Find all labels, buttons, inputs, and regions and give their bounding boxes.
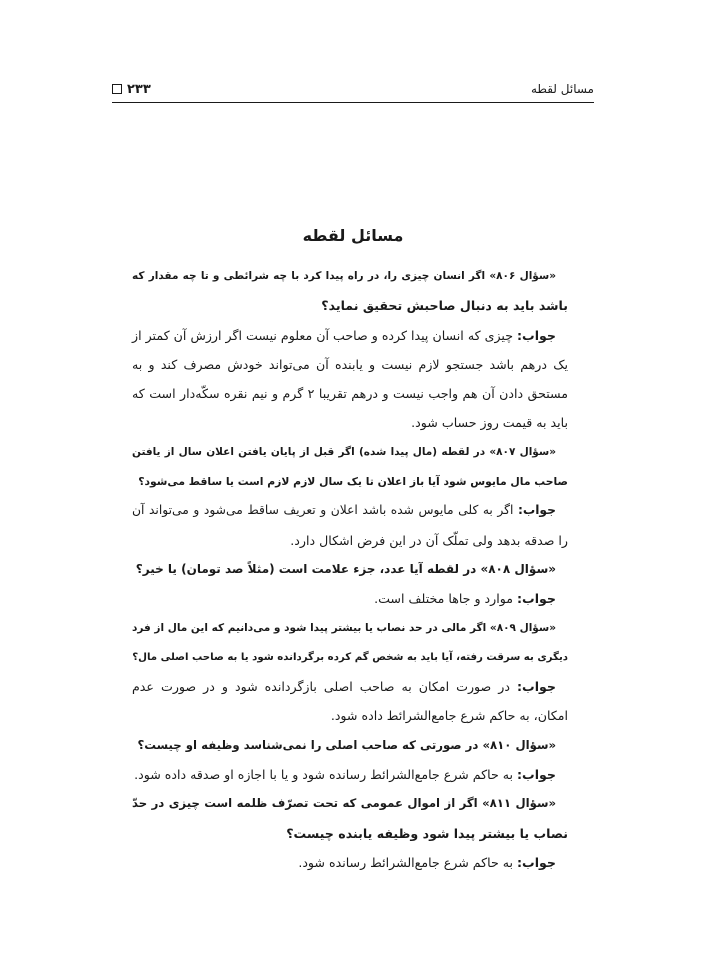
line-text: «سؤال ۸۰۹» اگر مالی در حد نصاب یا بیشتر پیدا شود و می‌دانیم که این مال از فرد bbox=[131, 621, 556, 634]
line-text: در صورت امکان به صاحب اصلی بازگردانده شود و در صورت عدم bbox=[132, 679, 518, 695]
line-text: «سؤال ۸۰۶» اگر انسان چیزی را، در راه پیدا کرد با چه شرائطی و تا چه مقدار که bbox=[132, 270, 556, 282]
question-line bbox=[132, 789, 568, 818]
answer-continuation-line bbox=[132, 350, 568, 379]
header-rule bbox=[112, 102, 594, 103]
line-text: «سؤال ۸۱۰» در صورتی که صاحب اصلی را نمی‌شناسد وظیفه او چیست؟ bbox=[137, 737, 556, 752]
answer-continuation-line bbox=[132, 408, 568, 437]
answer-label: جواب: bbox=[517, 679, 556, 695]
line-text: مستحق دادن آن هم واجب نیست و درهم تقریبا ۲ گرم و نیم نقره سکّه‌دار است که bbox=[132, 386, 568, 402]
line-text: صاحب مال مایوس شود آیا باز اعلان تا یک سال لازم لازم است یا ساقط می‌شود؟ bbox=[138, 475, 568, 489]
question-line bbox=[132, 731, 568, 760]
line-text: چیزی که انسان پیدا کرده و صاحب آن معلوم نیست اگر ارزش آن کمتر از bbox=[132, 327, 518, 343]
running-title: مسائل لقطه bbox=[530, 82, 594, 96]
line-text: نصاب یا بیشتر پیدا شود وظیفه یابنده چیست؟ bbox=[286, 825, 568, 841]
answer-label: جواب: bbox=[517, 503, 556, 518]
answer-line bbox=[132, 760, 568, 789]
line-text: «سؤال ۸۰۸» در لقطه آیا عدد، جزء علامت است (مثلاً صد تومان) یا خیر؟ bbox=[135, 561, 556, 576]
running-header bbox=[112, 78, 594, 100]
square-bullet-icon bbox=[112, 84, 122, 94]
section-title: مسائل لقطه bbox=[302, 226, 404, 245]
question-line bbox=[132, 262, 568, 291]
line-text: اگر به کلی مایوس شده باشد اعلان و تعریف ساقط می‌شود و می‌تواند آن bbox=[132, 503, 518, 518]
page-number: ۲۳۳ bbox=[127, 81, 151, 97]
line-text: باشد باید به دنبال صاحبش تحقیق نماید؟ bbox=[321, 298, 568, 314]
line-text: باید به قیمت روز حساب شود. bbox=[411, 415, 568, 431]
page-number-group bbox=[112, 82, 151, 97]
body-text bbox=[132, 262, 568, 877]
line-text: دیگری به سرقت رفته، آیا باید به شخص گم کرده برگردانده شود یا به صاحب اصلی مال؟ bbox=[132, 651, 568, 663]
question-line bbox=[132, 555, 568, 584]
question-line bbox=[132, 819, 568, 848]
line-text: یک درهم باشد جستجو لازم نیست و یابنده آن می‌تواند خودش مصرف کند و به bbox=[132, 356, 568, 372]
question-line bbox=[132, 614, 568, 643]
question-line bbox=[132, 438, 568, 467]
question-line bbox=[132, 291, 568, 320]
answer-line bbox=[132, 321, 568, 350]
answer-continuation-line bbox=[132, 701, 568, 730]
question-line bbox=[132, 467, 568, 496]
answer-continuation-line bbox=[132, 526, 568, 555]
answer-line bbox=[132, 496, 568, 525]
answer-label: جواب: bbox=[517, 854, 556, 870]
line-text: به حاکم شرع جامع‌الشرائط رسانده شود و یا با اجازه او صدقه داده شود. bbox=[134, 767, 518, 783]
question-line bbox=[132, 643, 568, 672]
answer-line bbox=[132, 584, 568, 613]
line-text: «سؤال ۸۱۱» اگر از اموال عمومی که تحت تصرّف ظلمه است چیزی در حدّ bbox=[132, 796, 556, 811]
answer-label: جواب: bbox=[517, 591, 556, 607]
line-text: امکان، به حاکم شرع جامع‌الشرائط داده شود. bbox=[330, 708, 568, 724]
line-text: «سؤال ۸۰۷» در لقطه (مال پیدا شده) اگر قبل از پایان یافتن اعلان سال از یافتن bbox=[132, 445, 556, 458]
answer-line bbox=[132, 672, 568, 701]
answer-label: جواب: bbox=[517, 327, 556, 343]
answer-label: جواب: bbox=[517, 767, 556, 783]
answer-line bbox=[132, 848, 568, 877]
line-text: را صدقه بدهد ولی تملّک آن در این فرض اشکال دارد. bbox=[290, 532, 568, 548]
line-text: به حاکم شرع جامع‌الشرائط رسانده شود. bbox=[298, 854, 518, 870]
answer-continuation-line bbox=[132, 379, 568, 408]
line-text: موارد و جاها مختلف است. bbox=[374, 591, 518, 607]
